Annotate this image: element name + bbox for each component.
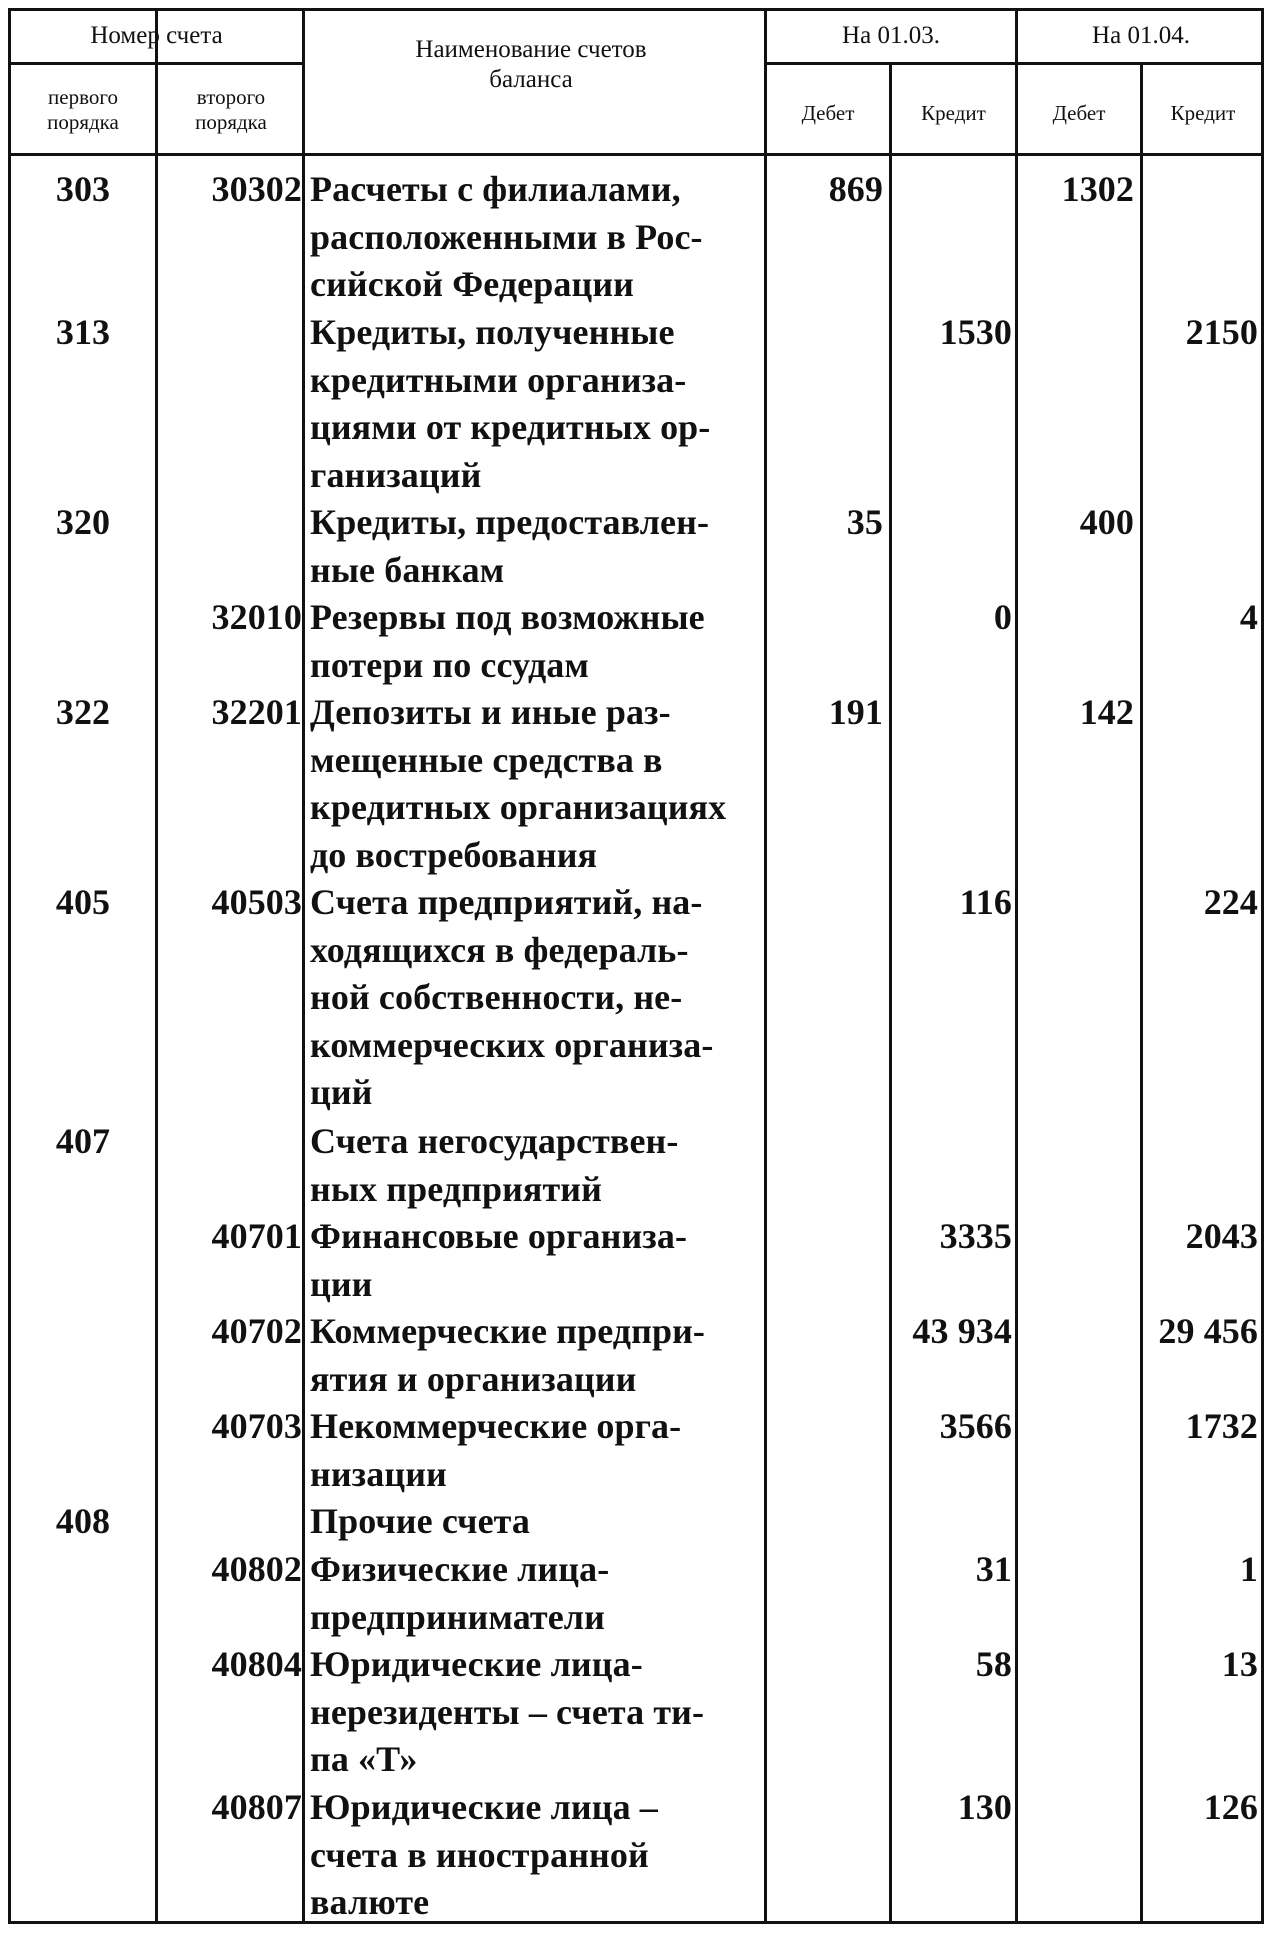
cell-credit-2: 2150 [1185,312,1258,352]
cell-credit-2: 1 [1239,1549,1258,1589]
cell-credit-2: 224 [1203,882,1258,922]
cell-second-order: 40807 [211,1787,302,1827]
cell-account-name: Коммерческие предпри- ятия и организации [310,1311,706,1399]
cell-credit-1: 116 [959,882,1012,922]
cell-credit-2: 13 [1221,1644,1258,1684]
column-divider [1015,11,1018,1921]
cell-first-order: 303 [55,169,111,209]
cell-account-name: Резервы под возможные потери по ссудам [310,597,705,685]
cell-credit-2: 126 [1203,1787,1258,1827]
cell-credit-1: 3566 [939,1406,1012,1446]
cell-debit-1: 869 [828,169,883,209]
cell-credit-2: 2043 [1185,1216,1258,1256]
cell-credit-1: 130 [957,1787,1012,1827]
header-period-2: На 01.04. [1092,22,1190,49]
header-second-order: второго порядка [195,85,267,134]
cell-credit-2: 4 [1239,597,1258,637]
cell-credit-1: 43 934 [912,1311,1012,1351]
cell-first-order: 322 [55,692,111,732]
cell-second-order: 40701 [211,1216,302,1256]
cell-second-order: 40702 [211,1311,302,1351]
cell-second-order: 40703 [211,1406,302,1446]
cell-account-name: Физические лица- предприниматели [310,1549,610,1637]
header-debit-1: Дебет [801,101,855,125]
header-account-number: Номер счета [90,22,223,49]
header-credit-1: Кредит [921,101,986,125]
cell-account-name: Депозиты и иные раз- мещенные средства в кредитных организациях до востребования [310,692,727,875]
header-debit-2: Дебет [1052,101,1106,125]
cell-first-order: 313 [55,312,111,352]
cell-account-name: Финансовые организа- ции [310,1216,688,1304]
cell-account-name: Расчеты с филиалами, расположенными в Рос- сийской Федерации [310,169,703,304]
cell-account-name: Некоммерческие орга- низации [310,1406,682,1494]
cell-first-order: 320 [55,502,111,542]
cell-account-name: Счета негосударствен- ных предприятий [310,1121,679,1209]
cell-debit-1: 35 [846,502,883,542]
cell-account-name: Кредиты, предоставлен- ные банкам [310,502,710,590]
cell-credit-1: 3335 [939,1216,1012,1256]
column-divider [155,11,158,1921]
column-divider [302,11,305,1921]
cell-credit-1: 58 [975,1644,1012,1684]
cell-first-order: 408 [55,1501,111,1541]
cell-first-order: 407 [55,1121,111,1161]
cell-credit-1: 1530 [939,312,1012,352]
cell-account-name: Юридические лица- нерезиденты – счета ти- па «Т» [310,1644,705,1779]
cell-credit-1: 31 [975,1549,1012,1589]
cell-account-name: Счета предприятий, на- ходящихся в федераль- ной собственности, не- коммерческих организа- ций [310,882,714,1112]
row-divider [764,62,1261,65]
header-period-1: На 01.03. [842,22,940,49]
cell-credit-1: 0 [993,597,1012,637]
header-credit-2: Кредит [1170,101,1236,125]
header-account-name: Наименование счетов баланса [415,36,647,93]
cell-account-name: Кредиты, полученные кредитными организа- циями от кредитных ор- ганизаций [310,312,711,495]
cell-credit-2: 29 456 [1158,1311,1258,1351]
cell-second-order: 30302 [211,169,302,209]
cell-debit-2: 1302 [1061,169,1134,209]
cell-second-order: 32010 [211,597,302,637]
cell-account-name: Юридические лица – счета в иностранной валюте [310,1787,658,1922]
header-bottom-border [11,153,1261,156]
cell-first-order: 405 [55,882,111,922]
cell-second-order: 40503 [211,882,302,922]
cell-credit-2: 1732 [1185,1406,1258,1446]
row-divider [11,62,302,65]
cell-second-order: 40804 [211,1644,302,1684]
cell-debit-2: 142 [1079,692,1134,732]
cell-second-order: 40802 [211,1549,302,1589]
cell-debit-1: 191 [828,692,883,732]
cell-second-order: 32201 [211,692,302,732]
cell-account-name: Прочие счета [310,1501,530,1541]
cell-debit-2: 400 [1079,502,1134,542]
balance-table [8,8,1264,1924]
header-first-order: первого порядка [47,85,119,134]
